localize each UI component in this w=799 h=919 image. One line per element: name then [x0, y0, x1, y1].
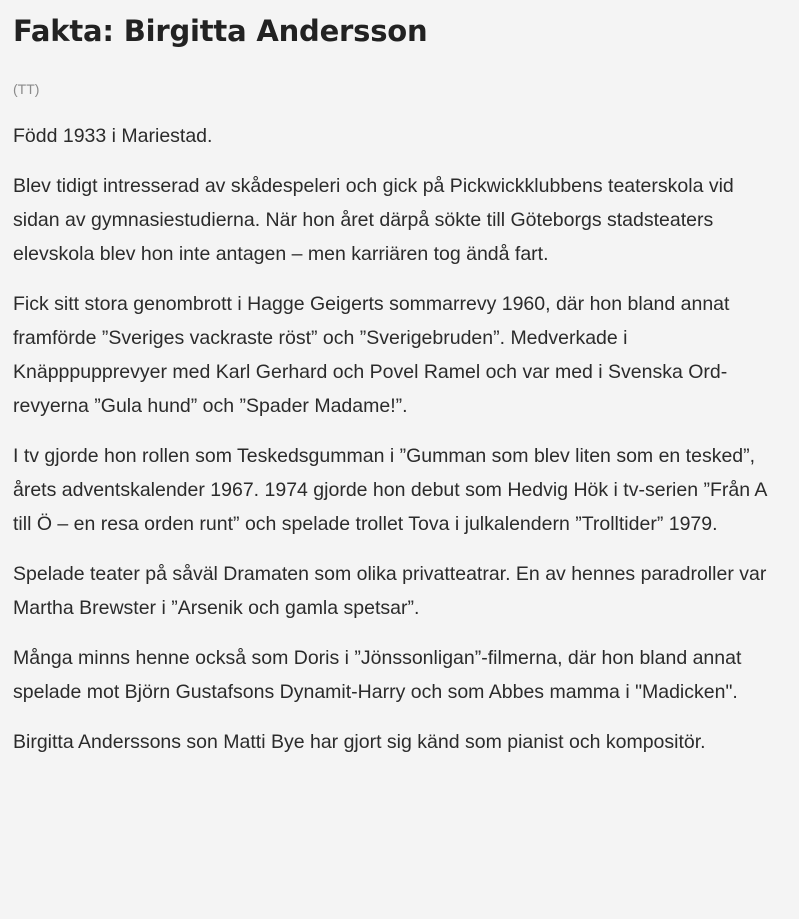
paragraph-breakthrough: Fick sitt stora genombrott i Hagge Geigerts sommarrevy 1960, där hon bland annat framförde ”Sveriges vackraste röst” och ”Sverigebruden”. Medverkade i Knäpppupprevyer med Karl Gerhard och Povel Ramel och var med i Svenska Ord-revyerna ”Gula hund” och ”Spader Madame!”. — [13, 293, 730, 417]
paragraph-birth: Född 1933 i Mariestad. — [13, 125, 213, 147]
article-source: (TT) — [13, 81, 40, 97]
paragraph-family: Birgitta Anderssons son Matti Bye har gjort sig känd som pianist och kompositör. — [13, 731, 706, 753]
paragraph-education: Blev tidigt intresserad av skådespeleri och gick på Pickwickklubbens teaterskola vid sidan av gymnasiestudierna. När hon året därpå sökte till Göteborgs stadsteaters elevskola blev hon inte antagen – men karriären tog ändå fart. — [13, 175, 734, 265]
paragraph-tv: I tv gjorde hon rollen som Teskedsgumman i ”Gumman som blev liten som en tesked”, årets adventskalender 1967. 1974 gjorde hon debut som Hedvig Hök i tv-serien ”Från A till Ö – en resa orden runt” och spelade trollet Tova i julkalendern ”Trolltider” 1979. — [13, 445, 767, 535]
paragraph-theatre: Spelade teater på såväl Dramaten som olika privatteatrar. En av hennes paradroller var Martha Brewster i ”Arsenik och gamla spetsar”. — [13, 563, 767, 619]
article-title: Fakta: Birgitta Andersson — [13, 14, 428, 48]
paragraph-film: Många minns henne också som Doris i ”Jönssonligan”-filmerna, där hon bland annat spelade mot Björn Gustafsons Dynamit-Harry och som Abbes mamma i "Madicken". — [13, 647, 742, 703]
